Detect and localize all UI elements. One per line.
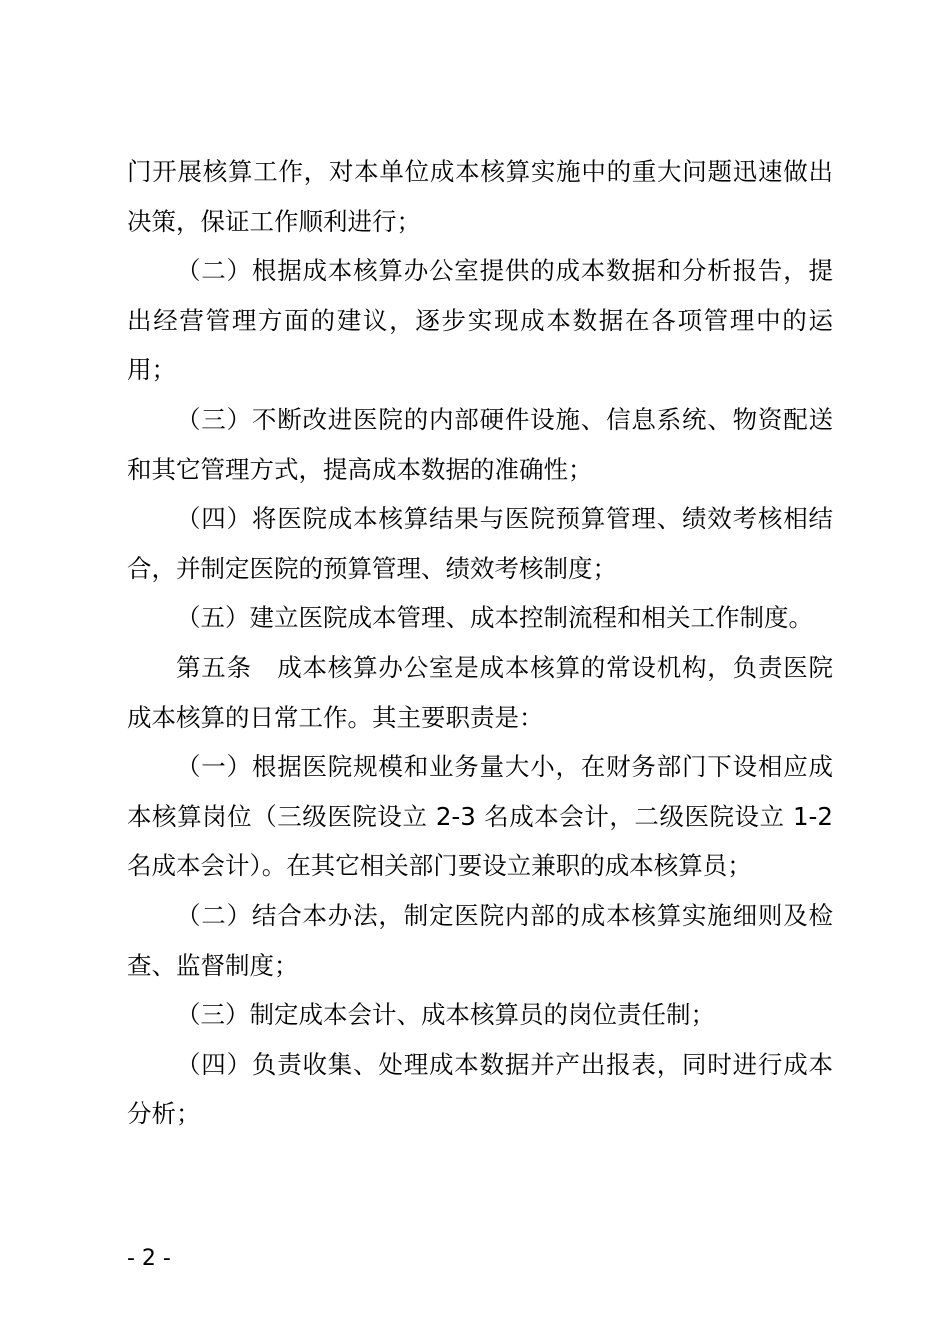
paragraph-item-4: （四）将医院成本核算结果与医院预算管理、绩效考核相结合，并制定医院的预算管理、绩效考核制度； (127, 504, 833, 583)
paragraph-continuation: 门开展核算工作，对本单位成本核算实施中的重大问题迅速做出决策，保证工作顺利进行； (127, 157, 833, 236)
document-body (127, 147, 833, 1139)
paragraph-duty-4: （四）负责收集、处理成本数据并产出报表，同时进行成本分析； (127, 1049, 833, 1129)
paragraph-duty-1: （一）根据医院规模和业务量大小，在财务部门下设相应成本核算岗位（三级医院设立 2-3 名成本会计，二级医院设立 1-2 名成本会计）。在其它相关部门要设立兼职的成本核算员； (127, 752, 833, 881)
paragraph-article-5: 第五条 成本核算办公室是成本核算的常设机构，负责医院成本核算的日常工作。其主要职责是： (127, 652, 833, 732)
page-number: - 2 - (127, 1246, 171, 1271)
paragraph-item-5: （五）建立医院成本管理、成本控制流程和相关工作制度。 (176, 603, 813, 633)
paragraph-duty-3: （三）制定成本会计、成本核算员的岗位责任制； (176, 1000, 715, 1030)
paragraph-item-2: （二）根据成本核算办公室提供的成本数据和分析报告，提出经营管理方面的建议，逐步实现成本数据在各项管理中的运用； (127, 256, 833, 385)
paragraph-duty-2: （二）结合本办法，制定医院内部的成本核算实施细则及检查、监督制度； (127, 900, 833, 980)
paragraph-item-3: （三）不断改进医院的内部硬件设施、信息系统、物资配送和其它管理方式，提高成本数据的准确性； (127, 404, 833, 484)
